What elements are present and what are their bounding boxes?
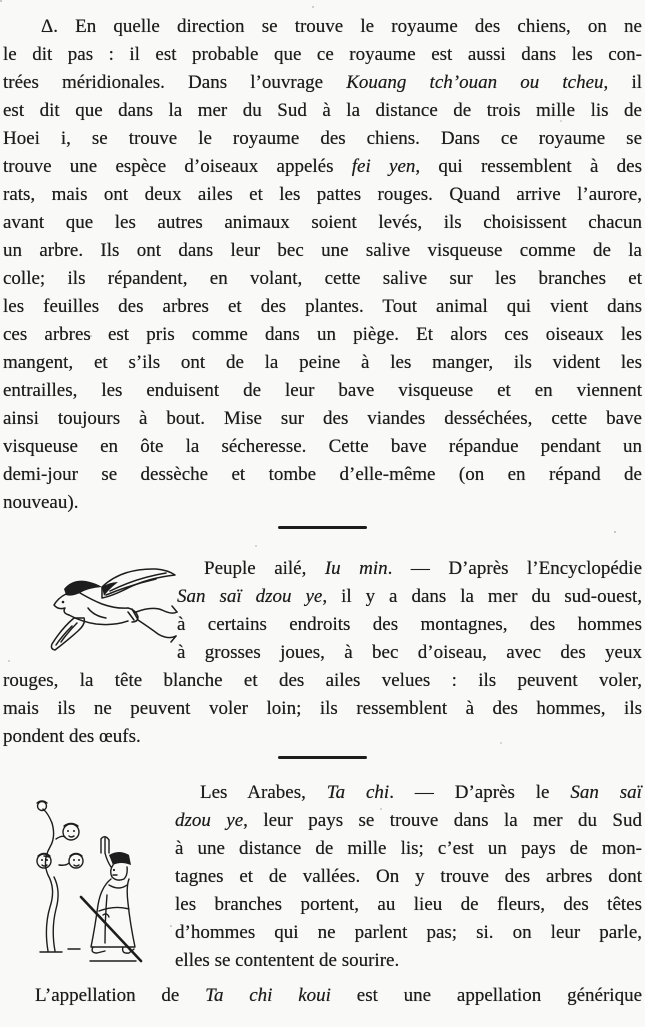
- text-line: trouve une espèce d’oiseaux appelés fei yen, qui ressemblent à des: [3, 156, 642, 177]
- text-line: les feuilles des arbres et des plantes. Tout animal qui vient dans: [3, 296, 642, 317]
- paragraph-royaume-des-chiens: [3, 13, 642, 517]
- text-line: dzou ye, leur pays se trouve dans la mer du Sud: [175, 810, 642, 831]
- text-line: elles se contentent de sourire.: [175, 950, 400, 971]
- head-tree-illustration: [34, 799, 146, 965]
- text-line: le dit pas : il est probable que ce royaume est aussi dans les con-: [3, 44, 642, 65]
- text-line: ces arbres est pris comme dans un piège. Et alors ces oiseaux les: [3, 324, 642, 345]
- text-line: Les Arabes, Ta chi. — D’après le San saï: [200, 782, 642, 803]
- text-line: avant que les autres animaux soient levés, ils choisissent chacun: [3, 212, 642, 233]
- text-line: nouveau).: [3, 492, 79, 513]
- text-line: les branches portent, au lieu de fleurs, des têtes: [175, 894, 642, 915]
- text-line: à certains endroits des montagnes, des hommes: [177, 614, 642, 635]
- text-line: tagnes et de vallées. On y trouve des arbres dont: [175, 866, 642, 887]
- text-line: colle; ils répandent, en volant, cette salive sur les branches et: [3, 268, 642, 289]
- text-line: un arbre. Ils ont dans leur bec une salive visqueuse comme de la: [3, 240, 642, 261]
- section-separator-1: [278, 526, 367, 529]
- scan-noise-specks: [0, 0, 2, 2]
- text-line: ainsi toujours à bout. Mise sur des viandes desséchées, cette bave: [3, 408, 642, 429]
- text-line: mangent, et s’ils ont de la peine à les manger, ils vident les: [3, 352, 642, 373]
- text-line: L’appellation de Ta chi koui est une appellation générique: [35, 985, 642, 1006]
- text-line: pondent des œufs.: [3, 726, 141, 747]
- text-line: San saï dzou ye, il y a dans la mer du sud-ouest,: [177, 586, 642, 607]
- text-line: à grosses joues, à bec d’oiseau, avec des yeux: [177, 642, 642, 663]
- text-line: est dit que dans la mer du Sud à la distance de trois mille lis de: [3, 100, 642, 121]
- section-separator-2: [278, 756, 367, 759]
- text-line: trées méridionales. Dans l’ouvrage Kouang tch’ouan ou tcheu, il: [3, 72, 643, 93]
- text-line: entrailles, les enduisent de leur bave visqueuse et en viennent: [3, 380, 642, 401]
- text-line: rouges, la tête blanche et des ailes velues : ils peuvent voler,: [3, 670, 642, 691]
- text-line: rats, mais ont deux ailes et les pattes rouges. Quand arrive l’aurore,: [3, 184, 642, 205]
- text-line: Hoei i, se trouve le royaume des chiens. Dans ce royaume se: [3, 128, 642, 149]
- text-line: demi-jour se dessèche et tombe d’elle-même (on en répand de: [3, 464, 642, 485]
- text-line: à une distance de mille lis; c’est un pays de mon-: [175, 838, 642, 859]
- text-line: mais ils ne peuvent voler loin; ils ressemblent à des hommes, ils: [3, 698, 642, 719]
- text-line: Peuple ailé, Iu min. — D’après l’Encyclopédie: [204, 558, 643, 579]
- text-line: Δ. En quelle direction se trouve le royaume des chiens, on ne: [41, 16, 642, 37]
- winged-man-illustration: [44, 560, 180, 658]
- paragraph-appellation-ta-chi-koui: [3, 982, 642, 1010]
- text-line: d’hommes qui ne parlent pas; si. on leur parle,: [175, 922, 642, 943]
- text-line: visqueuse en ôte la sécheresse. Cette bave répandue pendant un: [3, 436, 642, 457]
